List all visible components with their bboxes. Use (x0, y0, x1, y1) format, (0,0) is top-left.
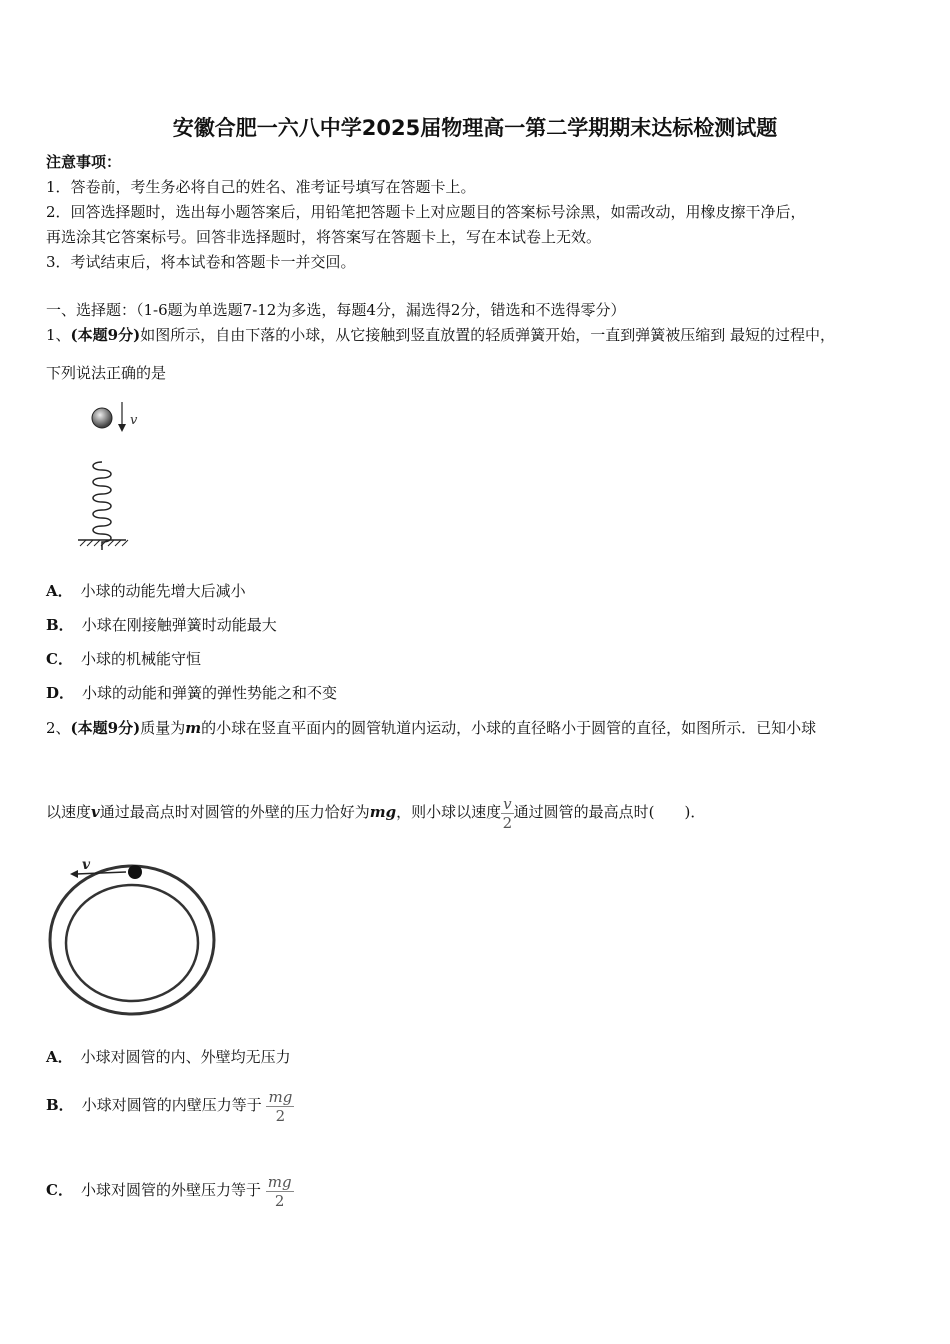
fraction-v-over-2: $\frac{v}{2}$ (502, 794, 513, 832)
notice-item-2b: 再选涂其它答案标号。回答非选择题时，将答案写在答题卡上，写在本试卷上无效。 (46, 228, 602, 246)
velocity-arrowhead (118, 424, 126, 432)
question-2-stem: 2、(本题9分)质量为m的小球在竖直平面内的圆管轨道内运动，小球的直径略小于圆管的直径，如图所示．已知小球 (46, 719, 817, 737)
question-text: 如图所示，自由下落的小球，从它接触到竖直放置的轻质弹簧开始，一直到弹簧被压缩到 最短的过程中， (140, 326, 835, 344)
outer-wall (50, 866, 214, 1014)
circular-tube-figure (40, 855, 225, 1020)
question-number: 1、 (46, 326, 71, 344)
q1-option-b: B． 小球在刚接触弹簧时动能最大 (46, 616, 277, 634)
velocity-label: v (130, 413, 138, 428)
fraction-mg-over-2: $\frac{mg}{2}$ (268, 1087, 293, 1125)
notice-item-1: 1．答卷前，考生务必将自己的姓名、准考证号填写在答题卡上。 (46, 178, 476, 196)
q1-option-a: A． 小球的动能先增大后减小 (46, 582, 246, 600)
inner-wall (66, 885, 198, 1001)
q1-option-d: D． 小球的动能和弹簧的弹性势能之和不变 (46, 684, 338, 702)
q2-option-b: B． 小球对圆管的内壁压力等于 $\frac{mg}{2}$ (46, 1087, 293, 1125)
question-score: (本题9分) (70, 326, 141, 344)
notice-item-2a: 2．回答选择题时，选出每小题答案后，用铅笔把答题卡上对应题目的答案标号涂黑，如需改动，用橡皮擦干净后， (46, 203, 806, 221)
ball (128, 865, 142, 879)
q1-option-c: C． 小球的机械能守恒 (46, 650, 201, 668)
section-heading: 一、选择题：（1-6题为单选题7-12为多选，每题4分，漏选得2分，错选和不选得零分） (46, 301, 626, 319)
notice-item-3: 3．考试结束后，将本试卷和答题卡一并交回。 (46, 253, 356, 271)
q2-option-a: A． 小球对圆管的内、外壁均无压力 (46, 1048, 291, 1066)
velocity-arrowhead (70, 870, 78, 878)
question-1-stem (46, 325, 835, 345)
velocity-label: v (82, 857, 91, 873)
spring (93, 462, 111, 550)
page-title: 安徽合肥一六八中学2025届物理高一第二学期期末达标检测试题 (172, 116, 778, 140)
ball (92, 408, 112, 428)
spring-ball-figure (70, 400, 150, 550)
ground-hatch (80, 540, 128, 546)
q2-option-c: C． 小球对圆管的外壁压力等于 $\frac{mg}{2}$ (46, 1172, 292, 1210)
fraction-mg-over-2: $\frac{mg}{2}$ (267, 1172, 292, 1210)
question-2-stem-cont: 以速度v通过最高点时对圆管的外壁的压力恰好为mg，则小球以速度 $\frac{v}{2}$ 通过圆管的最高点时( )． (46, 794, 706, 832)
notice-heading: 注意事项： (46, 153, 122, 171)
question-1-stem-cont: 下列说法正确的是 (46, 364, 167, 382)
